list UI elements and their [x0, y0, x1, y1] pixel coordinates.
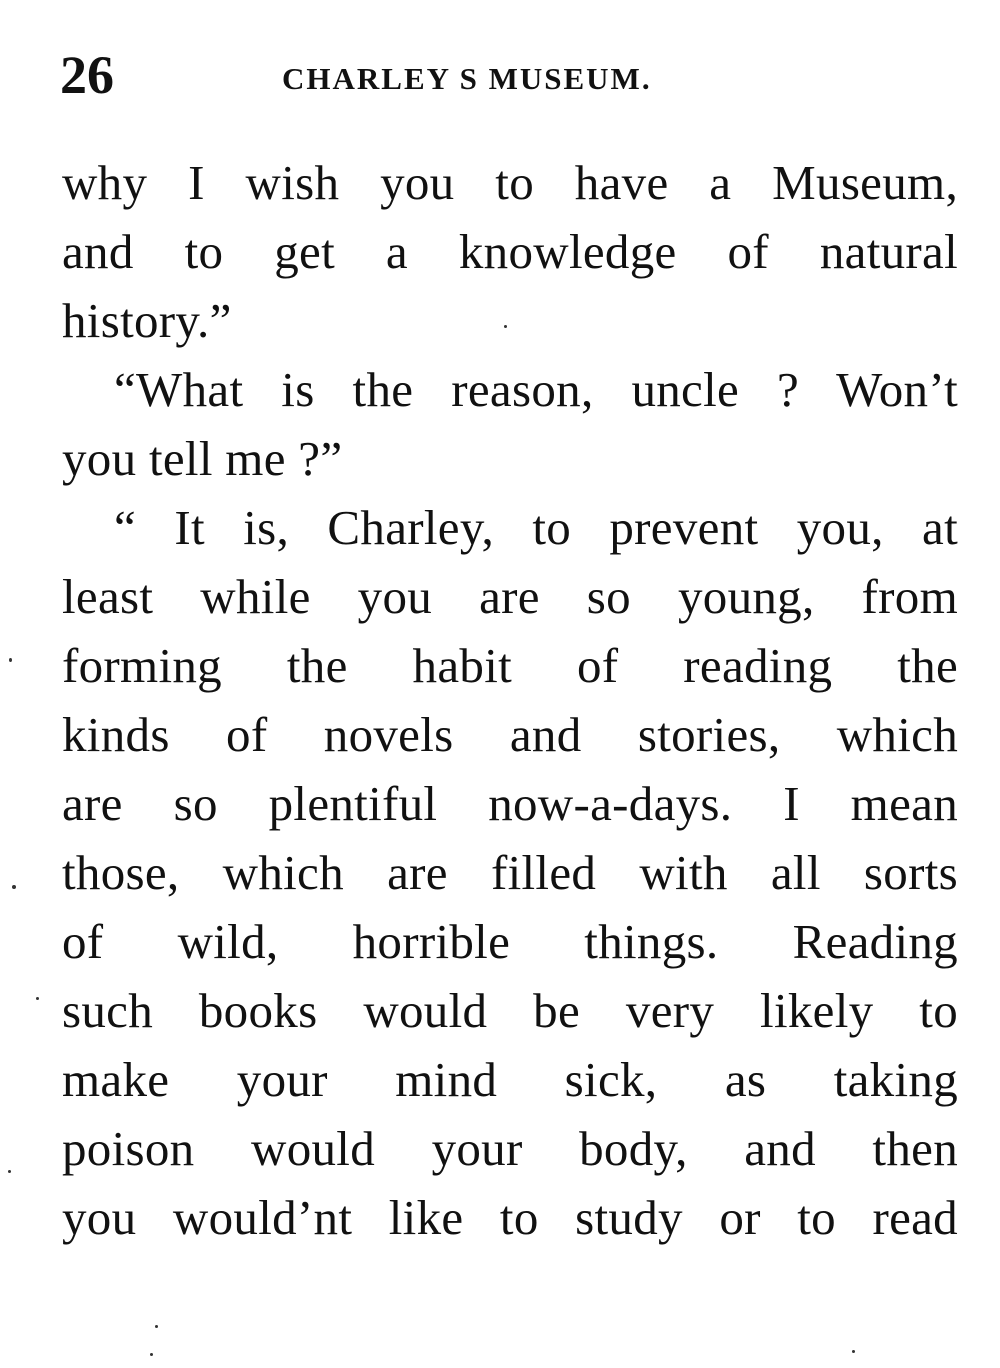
text-line: of wild, horrible things. Reading	[62, 914, 958, 969]
text-line: such books would be very likely to	[62, 983, 958, 1038]
running-title: CHARLEY S MUSEUM.	[282, 61, 652, 96]
print-speck	[155, 1325, 158, 1328]
text-line: “ It is, Charley, to prevent you, at	[114, 500, 958, 555]
print-speck	[852, 1350, 855, 1353]
running-header	[60, 40, 960, 110]
print-speck	[504, 325, 507, 328]
text-line: are so plentiful now-a-days. I mean	[62, 776, 958, 831]
text-line: forming the habit of reading the	[62, 638, 958, 693]
text-line: why I wish you to have a Museum,	[62, 155, 958, 210]
text-line: “What is the reason, uncle ? Won’t	[114, 362, 958, 417]
body-text	[62, 148, 958, 1252]
text-line: poison would your body, and then	[62, 1121, 958, 1176]
print-speck	[12, 885, 16, 889]
print-speck	[150, 1353, 153, 1356]
text-line: history.”	[62, 293, 232, 348]
text-line: least while you are so young, from	[62, 569, 958, 624]
text-line: make your mind sick, as taking	[62, 1052, 958, 1107]
text-line: those, which are filled with all sorts	[62, 845, 958, 900]
text-line: you tell me ?”	[62, 431, 343, 486]
text-line: you would’nt like to study or to read	[62, 1190, 958, 1245]
text-line: and to get a knowledge of natural	[62, 224, 958, 279]
page-number: 26	[60, 45, 114, 105]
print-speck	[8, 1170, 11, 1173]
text-line: kinds of novels and stories, which	[62, 707, 958, 762]
print-speck	[9, 658, 12, 662]
print-speck	[36, 997, 39, 1000]
